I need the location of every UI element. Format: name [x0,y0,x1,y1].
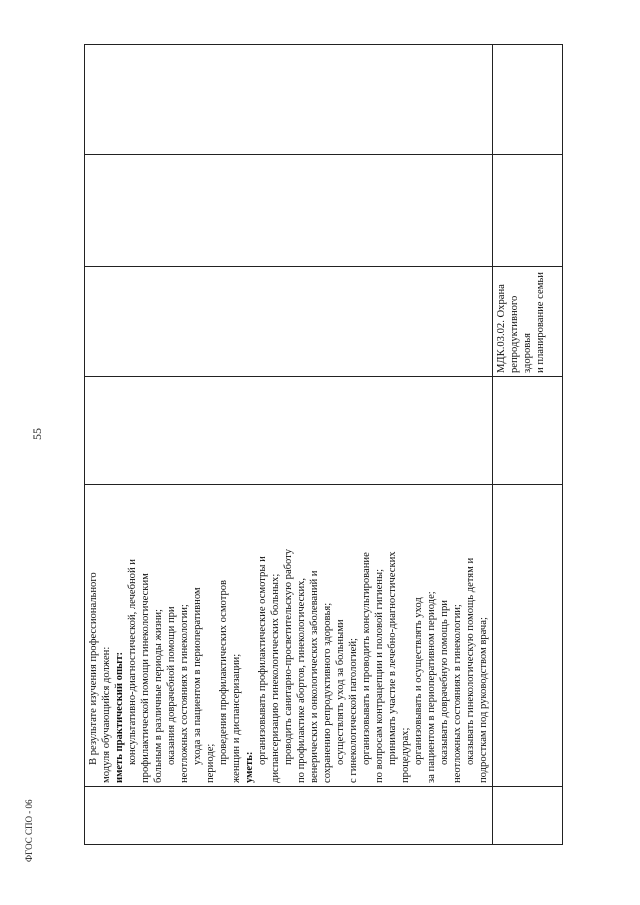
req-line: оказывать доврачебную помощь при [439,600,450,765]
req-line: консультативно-диагностической, лечебной и [127,559,138,765]
cell-code [85,787,493,845]
req-line: организовывать и осуществлять уход [413,597,424,765]
req-line: осуществлять уход за больными [335,619,346,765]
cell-empty [493,377,563,485]
standards-table [84,44,563,845]
req-line: процедурах; [400,727,411,783]
cell-empty [493,45,563,155]
req-line: профилактической помощи гинекологическим [140,573,151,783]
cell-empty [493,155,563,267]
table-row-requirements [85,45,493,845]
req-line: по вопросам контрацепции и половой гигиены; [374,568,385,783]
req-line: неотложных состояниях в гинекологии; [452,604,463,783]
req-line: женщин и диспансеризации; [231,653,242,783]
req-line: оказания доврачебной помощи при [166,606,177,765]
cell-empty [85,45,493,155]
footer-code: ФГОС СПО - 06 [24,799,34,862]
rotated-table-wrapper [84,45,554,845]
table-row-module [493,45,563,845]
cell-empty [493,787,563,845]
req-line: принимать участие в лечебно-диагностических [387,551,398,765]
req-line: оказывать гинекологическую помощь детям и [465,557,476,765]
req-line: по профилактике абортов, гинекологических, [296,577,307,783]
req-line: организовывать профилактические осмотры и [257,556,268,765]
req-line: В результате изучения профессионального [88,572,99,765]
req-line: с гинекологической патологией; [348,638,359,783]
req-line: неотложных состояниях в гинекологии; [179,604,190,783]
cell-requirements [85,485,493,787]
req-heading-skills: уметь: [244,751,255,783]
req-heading-experience: иметь практический опыт: [114,651,125,783]
cell-module-name [493,267,563,377]
req-line: модуля обучающийся должен: [101,646,112,783]
cell-empty [85,267,493,377]
req-line: диспансеризацию гинекологических больных; [270,573,281,783]
cell-empty [493,485,563,787]
req-line: организовывать и проводить консультирование [361,552,372,765]
cell-empty [85,155,493,267]
req-line: за пациентом в периоперативном периоде; [426,591,437,783]
req-line: сохранению репродуктивного здоровья; [322,602,333,783]
req-line: проводить санитарно-просветительскую работу [283,549,294,765]
module-line: репродуктивного [509,295,520,373]
req-line: проведения профилактических осмотров [218,579,229,765]
module-line: и планирование семьи [535,272,546,373]
req-line: больным в различные периоды жизни; [153,608,164,783]
module-line: МДК.03.02. Охрана [496,284,507,373]
req-line: периоде; [205,743,216,783]
req-line: ухода за пациентом в периоперативном [192,587,203,765]
req-line: венерических и онкологических заболеваний и [309,570,320,783]
module-line: здоровья [522,333,533,373]
page-number: 55 [30,428,44,440]
cell-empty [85,377,493,485]
req-line: подросткам под руководством врача; [478,617,489,783]
